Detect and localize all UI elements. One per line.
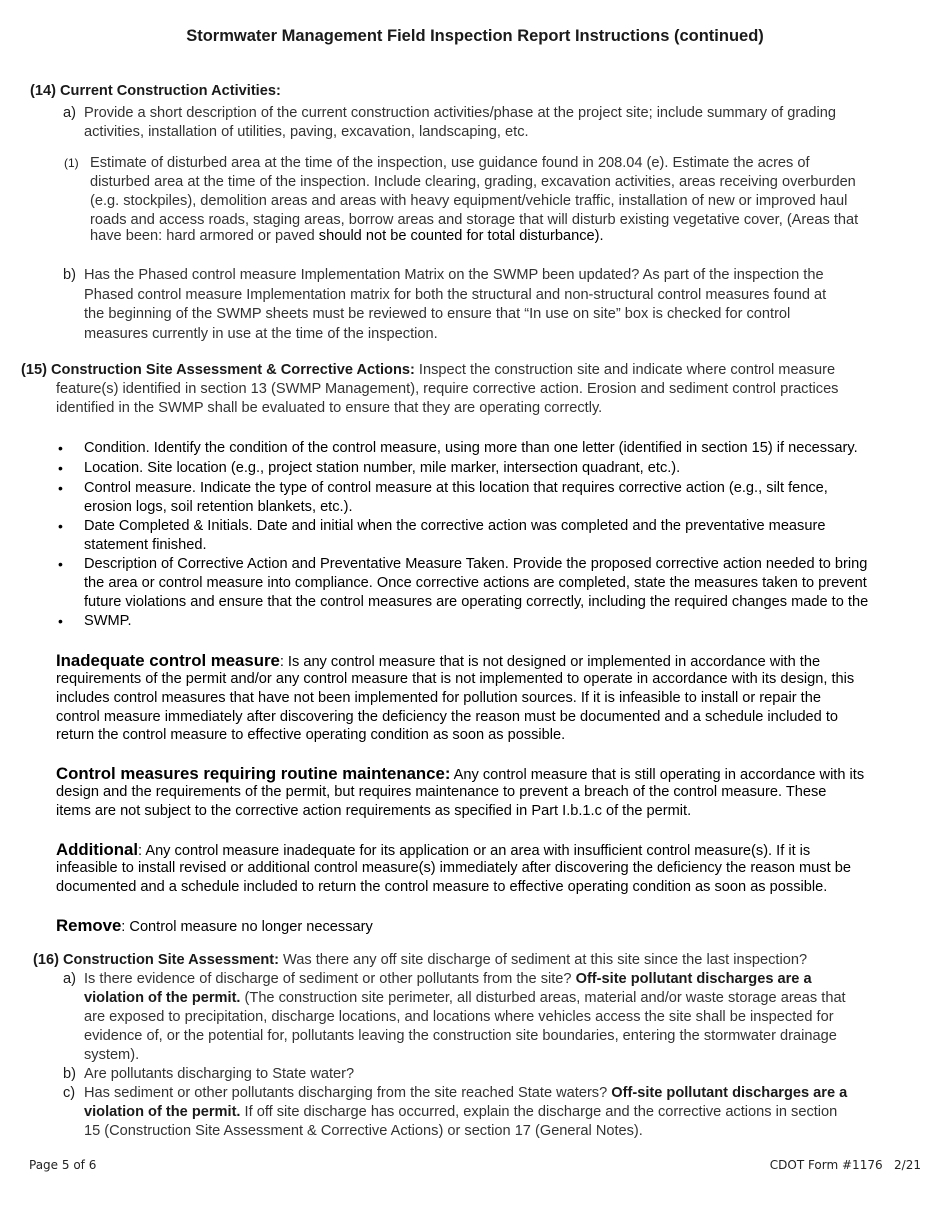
section-15-text: feature(s) identified in section 13 (SWMP Management), require corrective action. Erosion and sediment control practices (56, 381, 839, 397)
definition-inadequate (56, 651, 820, 672)
page-number: Page 5 of 6 (29, 1158, 97, 1172)
item-1-line: disturbed area at the time of the inspection. Include clearing, grading, excavation activities, areas receiving overburden (90, 174, 856, 190)
definition-text: items are not subject to the corrective action requirements as specified in Part I.b.1.c of the permit. (56, 803, 692, 819)
item-a-line (84, 970, 812, 989)
item-a-line: evidence of, or the potential for, pollutants leaving the construction site boundaries, entering the stormwater drainage (84, 1028, 837, 1044)
item-b-line: measures currently in use at the time of the inspection. (84, 326, 438, 342)
bullet-icon: • (58, 440, 63, 456)
bullet-item: future violations and ensure that the control measures are operating correctly, including the required changes made to the (84, 594, 869, 610)
definition-text: documented and a schedule included to return the control measure to effective operating condition as soon as possible. (56, 879, 828, 895)
bullet-item: SWMP. (84, 613, 132, 629)
item-c-line (84, 1084, 847, 1103)
bullet-icon: • (58, 460, 63, 476)
definition-text: : Is any control measure that is not designed or implemented in accordance with the (279, 654, 821, 670)
item-1-line-part: should not be counted for total disturbance). (318, 228, 604, 244)
bullet-item: Condition. Identify the condition of the control measure, using more than one letter (identified in section 15) if necessary. (84, 440, 858, 456)
definition-remove (56, 916, 373, 937)
bullet-item: statement finished. (84, 537, 207, 553)
bullet-icon: • (58, 613, 63, 629)
item-b-line: Phased control measure Implementation matrix for both the structural and non-structural control measures found at (84, 287, 827, 303)
definition-additional (56, 840, 810, 861)
item-c-line (84, 1103, 837, 1122)
definition-text: design and the requirements of the permit, but requires maintenance to prevent a breach of the control measure. These (56, 784, 827, 800)
section-16-heading: (16) Construction Site Assessment: (33, 952, 279, 968)
page-title: Stormwater Management Field Inspection Report Instructions (continued) (186, 27, 764, 45)
bullet-item: Control measure. Indicate the type of control measure at this location that requires corrective action (e.g., silt fence, (84, 480, 828, 496)
item-1-line (90, 227, 604, 246)
item-a-bold: Off-site pollutant discharges are a (575, 971, 812, 987)
bullet-item: the area or control measure into compliance. Once corrective actions are completed, state the measures taken to prevent (84, 575, 867, 591)
section-15-text: identified in the SWMP shall be evaluated to ensure that they are operating correctly. (56, 400, 603, 416)
bullet-icon: • (58, 518, 63, 534)
item-b-line: the beginning of the SWMP sheets must be reviewed to ensure that “In use on site” box is checked for control (84, 306, 791, 322)
definition-term: Control measures requiring routine maintenance: (56, 764, 451, 783)
item-1-marker: (1) (64, 156, 79, 170)
item-c-line: 15 (Construction Site Assessment & Corrective Actions) or section 17 (General Notes). (84, 1123, 643, 1139)
definition-text: : Any control measure inadequate for its application or an area with insufficient control measure(s). If it is (138, 843, 811, 859)
item-b-marker: b) (63, 1066, 76, 1082)
definition-text: return the control measure to effective operating condition as soon as possible. (56, 727, 566, 743)
bullet-item: Location. Site location (e.g., project station number, mile marker, intersection quadrant, etc.). (84, 460, 681, 476)
item-c-text: Has sediment or other pollutants discharging from the site reached State waters? (84, 1085, 612, 1101)
item-a-bold: violation of the permit. (84, 990, 241, 1006)
definition-term: Additional (56, 840, 139, 859)
item-b-line: Has the Phased control measure Implementation Matrix on the SWMP been updated? As part of the inspection the (84, 267, 824, 283)
section-16-intro (33, 951, 807, 970)
item-c-bold: violation of the permit. (84, 1104, 241, 1120)
definition-term: Inadequate control measure (56, 651, 280, 670)
item-a-line: Provide a short description of the current construction activities/phase at the project site; include summary of grading (84, 105, 836, 121)
section-15-text: Inspect the construction site and indicate where control measure (414, 362, 836, 378)
item-a-marker: a) (63, 971, 76, 987)
item-b-marker: b) (63, 267, 76, 283)
definition-routine (56, 764, 864, 785)
item-a-line (84, 989, 846, 1008)
section-15-heading: (15) Construction Site Assessment & Corrective Actions: (21, 362, 415, 378)
form-number: CDOT Form #1176 2/21 (769, 1158, 921, 1172)
definition-text: requirements of the permit and/or any control measure that is not implemented to operate in accordance with its design, this (56, 671, 855, 687)
item-c-bold: Off-site pollutant discharges are a (611, 1085, 848, 1101)
bullet-icon: • (58, 480, 63, 496)
bullet-icon: • (58, 556, 63, 572)
definition-text: includes control measures that have not been implemented for pollution sources. If it is infeasible to install or repair the (56, 690, 821, 706)
item-c-marker: c) (63, 1085, 76, 1101)
bullet-item: Date Completed & Initials. Date and initial when the corrective action was completed and the preventative measure (84, 518, 826, 534)
item-a-line: system). (84, 1047, 140, 1063)
section-15-intro (21, 361, 835, 380)
definition-text: : Control measure no longer necessary (121, 919, 373, 935)
section-14-heading: (14) Current Construction Activities: (30, 83, 281, 99)
item-b-line: Are pollutants discharging to State water? (84, 1066, 355, 1082)
item-1-line: roads and access roads, staging areas, borrow areas and storage that will disturb existing vegetative cover, (Areas that (90, 212, 859, 228)
item-1-line: Estimate of disturbed area at the time of the inspection, use guidance found in 208.04 (e). Estimate the acres of (90, 155, 810, 171)
item-a-line: are exposed to precipitation, discharge locations, and locations where vehicles access the site shall be inspected for (84, 1009, 834, 1025)
definition-term: Remove (56, 916, 122, 935)
item-c-text: If off site discharge has occurred, explain the discharge and the corrective actions in section (240, 1104, 838, 1120)
definition-text: control measure immediately after discovering the deficiency the reason must be documented and a schedule included to (56, 709, 839, 725)
item-a-marker: a) (63, 105, 76, 121)
bullet-item: Description of Corrective Action and Preventative Measure Taken. Provide the proposed corrective action needed to bring (84, 556, 868, 572)
section-16-text: Was there any off site discharge of sediment at this site since the last inspection? (278, 952, 808, 968)
definition-text: Any control measure that is still operating in accordance with its (450, 767, 865, 783)
item-1-line-part: have been: hard armored or paved (90, 228, 319, 244)
item-1-line: (e.g. stockpiles), demolition areas and areas with heavy equipment/vehicle traffic, installation of new or improved haul (90, 193, 848, 209)
item-a-text: Is there evidence of discharge of sediment or other pollutants from the site? (84, 971, 576, 987)
bullet-item: erosion logs, soil retention blankets, etc.). (84, 499, 353, 515)
item-a-line: activities, installation of utilities, paving, excavation, landscaping, etc. (84, 124, 529, 140)
definition-text: infeasible to install revised or additional control measure(s) immediately after discovering the deficiency the reason must be (56, 860, 851, 876)
item-a-text: (The construction site perimeter, all disturbed areas, material and/or waste storage areas that (240, 990, 846, 1006)
